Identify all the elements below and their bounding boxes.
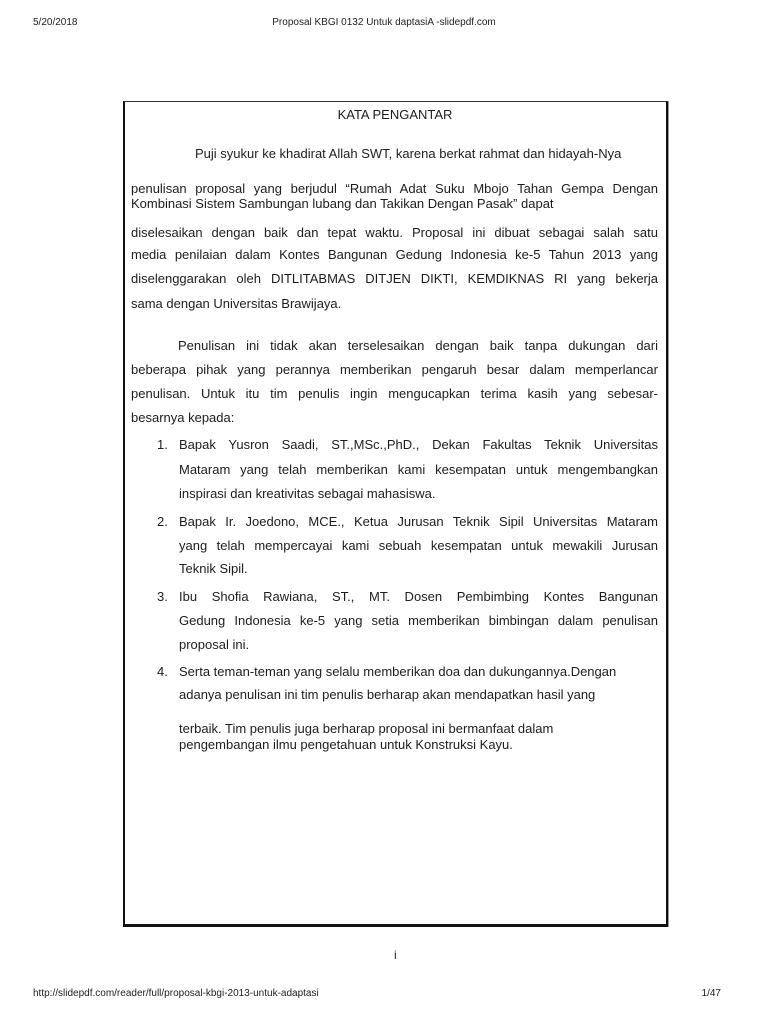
paragraph-line: beberapa pihak yang perannya memberikan pengaruh besar dalam memperlancar bbox=[131, 362, 658, 377]
page-border-shadow bbox=[668, 101, 669, 927]
list-item-number: 3. bbox=[157, 589, 168, 604]
list-item-line: Gedung Indonesia ke-5 yang setia memberikan bimbingan dalam penulisan bbox=[179, 613, 658, 628]
paragraph-line: Puji syukur ke khadirat Allah SWT, karena berkat rahmat dan hidayah-Nya bbox=[195, 146, 622, 161]
list-item-line: inspirasi dan kreativitas sebagai mahasiswa. bbox=[179, 486, 436, 501]
list-item-line: Bapak Ir. Joedono, MCE., Ketua Jurusan Teknik Sipil Universitas Mataram bbox=[179, 514, 658, 529]
list-item-line: adanya penulisan ini tim penulis berharap akan mendapatkan hasil yang bbox=[179, 687, 596, 702]
print-date: 5/20/2018 bbox=[33, 17, 78, 28]
list-item-line: Ibu Shofia Rawiana, ST., MT. Dosen Pembimbing Kontes Bangunan bbox=[179, 589, 658, 604]
list-item-number: 1. bbox=[157, 437, 168, 452]
paragraph-line: diselenggarakan oleh DITLITABMAS DITJEN DIKTI, KEMDIKNAS RI yang bekerja bbox=[131, 271, 658, 286]
page-title: KATA PENGANTAR bbox=[337, 107, 453, 122]
list-item-line: proposal ini. bbox=[179, 637, 250, 652]
paragraph-line: besarnya kepada: bbox=[131, 410, 235, 425]
source-url: http://slidepdf.com/reader/full/proposal-kbgi-2013-untuk-adaptasi bbox=[33, 988, 319, 999]
list-item-line: terbaik. Tim penulis juga berharap proposal ini bermanfaat dalam bbox=[179, 721, 554, 736]
paragraph-line: diselesaikan dengan baik dan tepat waktu. Proposal ini dibuat sebagai salah satu bbox=[131, 225, 658, 240]
list-item-line: Mataram yang telah memberikan kami kesempatan untuk mengembangkan bbox=[179, 462, 658, 477]
paragraph-line: Kombinasi Sistem Sambungan lubang dan Takikan Dengan Pasak” dapat bbox=[131, 196, 554, 211]
list-item-line: pengembangan ilmu pengetahuan untuk Konstruksi Kayu. bbox=[179, 737, 513, 752]
paragraph-line: sama dengan Universitas Brawijaya. bbox=[131, 296, 342, 311]
paragraph-line: Penulisan ini tidak akan terselesaikan dengan baik tanpa dukungan dari bbox=[178, 338, 658, 353]
print-doc-title: Proposal KBGI 0132 Untuk daptasiA -slidepdf.com bbox=[272, 17, 496, 28]
list-item-number: 2. bbox=[157, 514, 168, 529]
list-item-line: Bapak Yusron Saadi, ST.,MSc.,PhD., Dekan Fakultas Teknik Universitas bbox=[179, 437, 658, 452]
paragraph-line: penulisan. Untuk itu tim penulis ingin mengucapkan terima kasih yang sebesar- bbox=[131, 386, 658, 401]
page-number: i bbox=[394, 948, 397, 962]
list-item-line: Serta teman-teman yang selalu memberikan doa dan dukungannya.Dengan bbox=[179, 664, 617, 679]
paragraph-line: penulisan proposal yang berjudul “Rumah Adat Suku Mbojo Tahan Gempa Dengan bbox=[131, 181, 658, 196]
list-item-number: 4. bbox=[157, 664, 168, 679]
page-counter: 1/47 bbox=[701, 988, 721, 999]
list-item-line: Teknik Sipil. bbox=[179, 561, 248, 576]
paragraph-line: media penilaian dalam Kontes Bangunan Gedung Indonesia ke-5 Tahun 2013 yang bbox=[131, 247, 658, 262]
list-item-line: yang telah mempercayai kami sebuah kesempatan untuk mewakili Jurusan bbox=[179, 538, 658, 553]
